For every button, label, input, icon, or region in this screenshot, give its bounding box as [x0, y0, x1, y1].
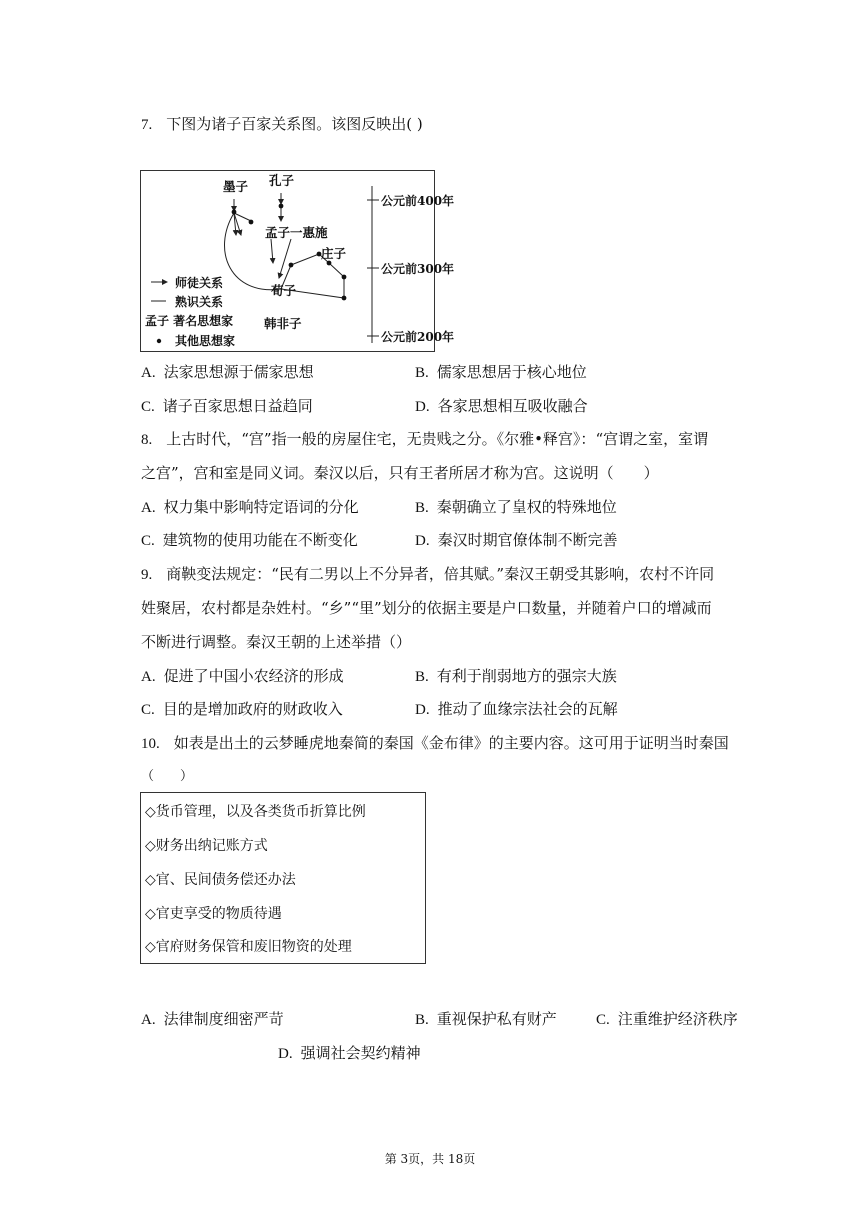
- option-label: C.: [141, 533, 155, 549]
- option-text: 重视保护私有财产: [436, 1010, 557, 1028]
- q7-stem: [141, 113, 423, 134]
- q8-option-d[interactable]: [415, 529, 618, 550]
- option-label: A.: [141, 669, 156, 685]
- option-text: 目的是增加政府的财政收入: [162, 700, 343, 718]
- timeline-200bc: 公元前200年: [381, 330, 455, 344]
- legend-famous-thinker: 孟子 著名思想家: [145, 314, 234, 328]
- option-label: C.: [141, 399, 155, 415]
- option-text: 法律制度细密严苛: [163, 1010, 284, 1028]
- timeline-400bc: 公元前400年: [381, 194, 455, 208]
- q7-option-d[interactable]: [415, 395, 588, 416]
- table-row: ◇官、民间债务偿还办法: [145, 872, 296, 888]
- option-text: 诸子百家思想日益趋同: [162, 397, 313, 415]
- q10-option-c[interactable]: [596, 1008, 738, 1029]
- label-mengzi-huishi: 孟子一惠施: [265, 225, 328, 240]
- q9-text-1: 商鞅变法规定：“民有二男以上不分异者，倍其赋。”秦汉王朝受其影响，农村不许同: [166, 565, 715, 583]
- option-text: 注重维护经济秩序: [617, 1010, 738, 1028]
- q7-option-c[interactable]: [141, 395, 313, 416]
- q8-option-b[interactable]: [415, 496, 617, 517]
- q7-number: 7.: [141, 117, 153, 133]
- option-label: D.: [415, 399, 430, 415]
- q10-stem-line-2: （ ）: [141, 769, 194, 784]
- option-label: A.: [141, 500, 156, 516]
- option-label: D.: [415, 702, 430, 718]
- q8-option-a[interactable]: [141, 496, 359, 517]
- q9-stem-line-3: 不断进行调整。秦汉王朝的上述举措（）: [141, 633, 412, 651]
- page-number-footer: 第 3页，共 18页: [384, 1152, 476, 1166]
- q8-option-c[interactable]: [141, 529, 358, 550]
- table-row: ◇官府财务保管和废旧物资的处理: [145, 939, 352, 955]
- label-hanfeizi: 韩非子: [264, 316, 302, 331]
- jinbulu-content-table: [140, 792, 426, 964]
- q10-option-a[interactable]: [141, 1008, 284, 1029]
- label-zhuangzi: 庄子: [321, 246, 347, 261]
- legend-acquaintance: 熟识关系: [175, 295, 224, 309]
- q9-stem-line-2: 姓聚居，农村都是杂姓村。“乡”“里”划分的依据主要是户口数量，并随着户口的增减而: [141, 599, 712, 617]
- q7-option-a[interactable]: [141, 361, 314, 382]
- q9-option-a[interactable]: [141, 665, 344, 686]
- q10-number: 10.: [141, 736, 160, 752]
- q10-stem-line-1: [141, 732, 729, 753]
- q10-option-b[interactable]: [415, 1008, 557, 1029]
- option-text: 法家思想源于儒家思想: [163, 363, 314, 381]
- q9-number: 9.: [141, 567, 153, 583]
- option-label: C.: [596, 1012, 610, 1028]
- label-kongzi: 孔子: [269, 173, 295, 188]
- q8-text-1: 上古时代，“宫”指一般的房屋住宅，无贵贱之分。《尔雅•释宫》：“宫谓之室，室谓: [166, 430, 709, 448]
- q9-option-c[interactable]: [141, 698, 343, 719]
- option-label: B.: [415, 500, 429, 516]
- q7-stem-text: 下图为诸子百家关系图。该图反映出( ): [166, 115, 423, 133]
- legend-teacher-student: 师徒关系: [175, 276, 224, 290]
- option-label: D.: [415, 533, 430, 549]
- q8-stem-line-1: [141, 428, 708, 449]
- option-text: 秦朝确立了皇权的特殊地位: [436, 498, 617, 516]
- q10-text-1: 如表是出土的云梦睡虎地秦简的秦国《金布律》的主要内容。这可用于证明当时秦国: [173, 734, 729, 752]
- option-text: 建筑物的使用功能在不断变化: [162, 531, 358, 549]
- option-label: B.: [415, 669, 429, 685]
- table-row: ◇官吏享受的物质待遇: [145, 906, 282, 922]
- option-text: 各家思想相互吸收融合: [437, 397, 588, 415]
- q9-option-b[interactable]: [415, 665, 617, 686]
- option-label: B.: [415, 1012, 429, 1028]
- option-text: 有利于削弱地方的强宗大族: [436, 667, 617, 685]
- option-text: 权力集中影响特定语词的分化: [163, 498, 359, 516]
- option-label: A.: [141, 1012, 156, 1028]
- option-text: 强调社会契约精神: [300, 1044, 421, 1062]
- option-label: C.: [141, 702, 155, 718]
- q9-stem-line-1: [141, 563, 714, 584]
- option-label: D.: [278, 1046, 293, 1062]
- option-text: 推动了血缘宗法社会的瓦解: [437, 700, 618, 718]
- label-mozi: 墨子: [223, 179, 249, 194]
- q10-option-d[interactable]: [278, 1042, 421, 1063]
- table-row: ◇财务出纳记账方式: [145, 838, 268, 854]
- q8-number: 8.: [141, 432, 153, 448]
- option-text: 秦汉时期官僚体制不断完善: [437, 531, 618, 549]
- option-label: A.: [141, 365, 156, 381]
- q7-option-b[interactable]: [415, 361, 587, 382]
- option-label: B.: [415, 365, 429, 381]
- option-text: 儒家思想居于核心地位: [436, 363, 587, 381]
- q9-option-d[interactable]: [415, 698, 618, 719]
- q8-stem-line-2: 之宫”，宫和室是同义词。秦汉以后，只有王者所居才称为宫。这说明（ ）: [141, 464, 659, 482]
- table-row: ◇货币管理，以及各类货币折算比例: [145, 804, 366, 820]
- label-xunzi: 荀子: [271, 283, 297, 298]
- timeline-300bc: 公元前300年: [381, 262, 455, 276]
- legend-other-thinker: 其他思想家: [175, 334, 236, 348]
- thinkers-relationship-diagram: [140, 170, 455, 352]
- option-text: 促进了中国小农经济的形成: [163, 667, 344, 685]
